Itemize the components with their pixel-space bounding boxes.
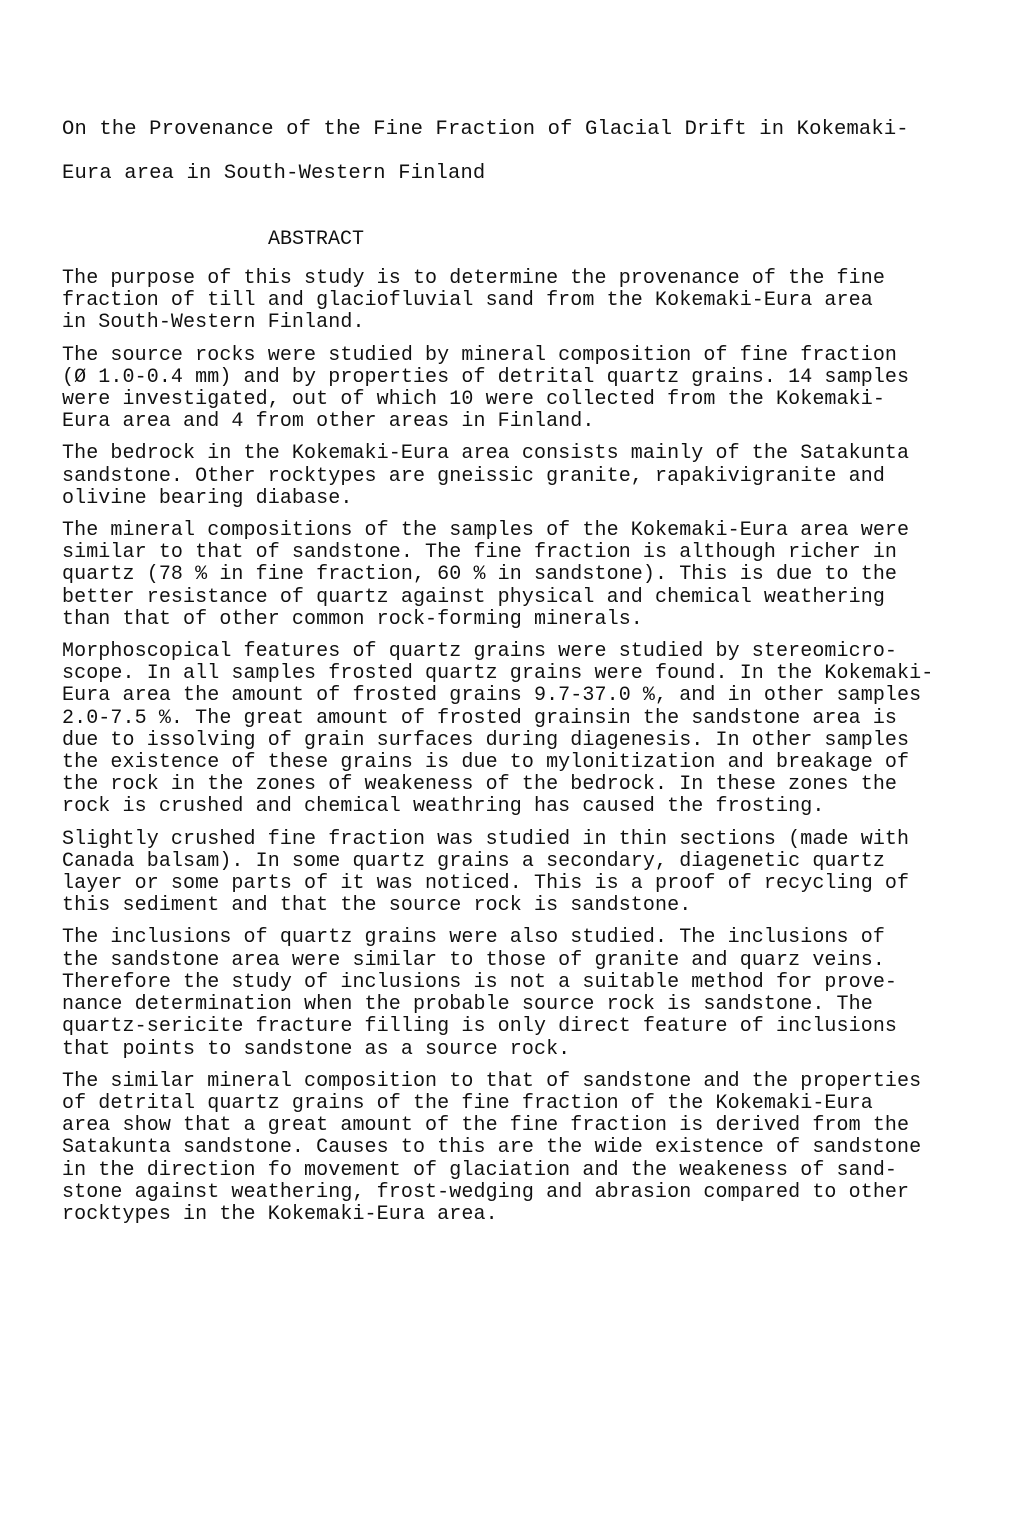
paragraph-line: scope. In all samples frosted quartz grains were found. In the Kokemaki- [62, 662, 934, 686]
paragraph-line: The bedrock in the Kokemaki-Eura area consists mainly of the Satakunta [62, 442, 910, 466]
paragraph-line: sandstone. Other rocktypes are gneissic granite, rapakivigranite and [62, 464, 885, 488]
abstract-paragraph [62, 927, 1002, 1060]
paragraph-line: of detrital quartz grains of the fine fraction of the Kokemaki-Eura [62, 1091, 873, 1115]
paragraph-line: better resistance of quartz against physical and chemical weathering [62, 585, 885, 609]
paragraph-line: Morphoscopical features of quartz grains were studied by stereomicro- [62, 640, 898, 664]
paragraph-line: Therefore the study of inclusions is not a suitable method for prove- [62, 970, 898, 994]
paragraph-line: Canada balsam). In some quartz grains a secondary, diagenetic quartz [62, 849, 885, 873]
paragraph-line: in the direction fo movement of glaciation and the weakeness of sand- [62, 1158, 898, 1182]
abstract-paragraph [62, 268, 1002, 335]
paragraph-line: Satakunta sandstone. Causes to this are the wide existence of sandstone [62, 1136, 922, 1160]
abstract-heading: ABSTRACT [268, 228, 365, 251]
paragraph-line: the sandstone area were similar to those of granite and quarz veins. [62, 948, 885, 972]
paragraph-line: due to issolving of grain surfaces during diagenesis. In other samples [62, 728, 910, 752]
abstract-paragraph [62, 829, 1002, 918]
paragraph-line: were investigated, out of which 10 were collected from the Kokemaki- [62, 388, 885, 412]
paragraph-line: the existence of these grains is due to mylonitization and breakage of [62, 751, 910, 775]
paragraph-line: similar to that of sandstone. The fine fraction is although richer in [62, 541, 898, 565]
paragraph-line: rocktypes in the Kokemaki-Eura area. [62, 1202, 498, 1226]
document-title-line-2: Eura area in South-Western Finland [62, 162, 486, 185]
paragraph-line: stone against weathering, frost-wedging and abrasion compared to other [62, 1180, 910, 1204]
abstract-body [62, 268, 1002, 1236]
abstract-paragraph [62, 345, 1002, 434]
paragraph-line: in South-Western Finland. [62, 311, 365, 335]
paragraph-line: rock is crushed and chemical weathring has caused the frosting. [62, 795, 825, 819]
paragraph-line: The source rocks were studied by mineral composition of fine fraction [62, 343, 898, 367]
paragraph-line: quartz-sericite fracture filling is only direct feature of inclusions [62, 1015, 898, 1039]
paragraph-line: Slightly crushed fine fraction was studied in thin sections (made with [62, 827, 910, 851]
paragraph-line: Eura area the amount of frosted grains 9.7-37.0 %, and in other samples [62, 684, 922, 708]
abstract-paragraph [62, 1071, 1002, 1226]
paragraph-line: quartz (78 % in fine fraction, 60 % in sandstone). This is due to the [62, 563, 898, 587]
paragraph-line: this sediment and that the source rock is sandstone. [62, 894, 692, 918]
paragraph-line: the rock in the zones of weakeness of the bedrock. In these zones the [62, 773, 898, 797]
paragraph-line: that points to sandstone as a source rock. [62, 1037, 571, 1061]
abstract-paragraph [62, 443, 1002, 510]
paragraph-line: nance determination when the probable source rock is sandstone. The [62, 993, 873, 1017]
abstract-paragraph [62, 641, 1002, 819]
paragraph-line: Eura area and 4 from other areas in Finland. [62, 410, 595, 434]
paragraph-line: 2.0-7.5 %. The great amount of frosted grainsin the sandstone area is [62, 706, 898, 730]
paragraph-line: than that of other common rock-forming minerals. [62, 607, 643, 631]
paragraph-line: (Ø 1.0-0.4 mm) and by properties of detrital quartz grains. 14 samples [62, 365, 910, 389]
paragraph-line: The mineral compositions of the samples of the Kokemaki-Eura area were [62, 519, 910, 543]
paragraph-line: layer or some parts of it was noticed. This is a proof of recycling of [62, 872, 910, 896]
paragraph-line: fraction of till and glaciofluvial sand from the Kokemaki-Eura area [62, 289, 873, 313]
paragraph-line: The purpose of this study is to determine the provenance of the fine [62, 267, 885, 290]
paragraph-line: area show that a great amount of the fine fraction is derived from the [62, 1114, 910, 1138]
paragraph-line: olivine bearing diabase. [62, 486, 353, 510]
abstract-paragraph [62, 520, 1002, 631]
paragraph-line: The inclusions of quartz grains were also studied. The inclusions of [62, 926, 885, 950]
paragraph-line: The similar mineral composition to that of sandstone and the properties [62, 1069, 922, 1093]
document-title-line-1: On the Provenance of the Fine Fraction of Glacial Drift in Kokemaki- [62, 118, 909, 141]
